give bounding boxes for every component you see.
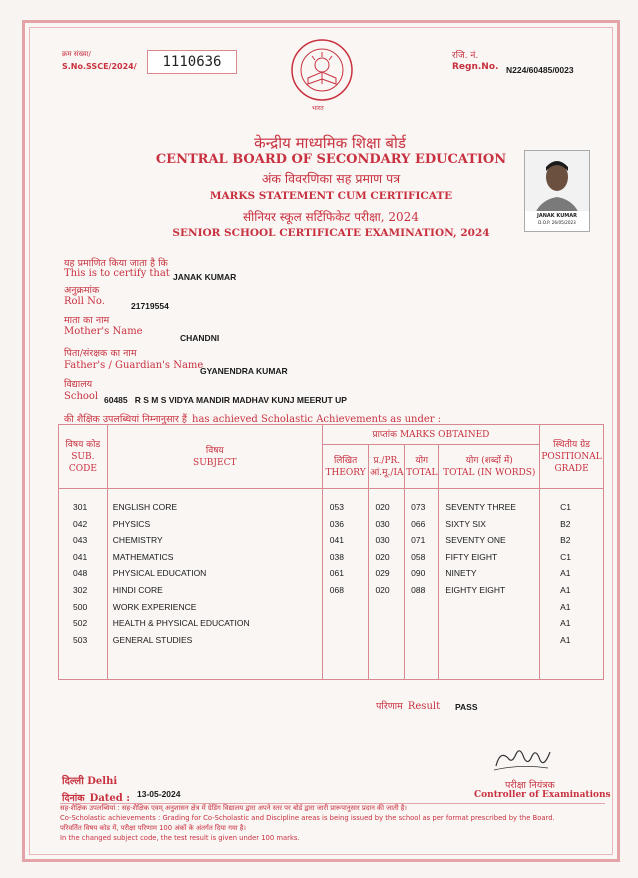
row-4-theory: 061	[329, 568, 344, 579]
exam-title-hi: सीनियर स्कूल सर्टिफिकेट परीक्षा, 2024	[243, 210, 419, 224]
regn-value: N224/60485/0023	[506, 65, 574, 75]
place-label: दिल्ली Delhi	[62, 776, 118, 787]
row-7-code: 502	[73, 618, 88, 629]
row-6-theory	[330, 599, 369, 616]
footer-notes	[60, 803, 610, 843]
row-7-total	[411, 615, 438, 632]
row-3-total: 058	[411, 551, 426, 562]
th-marks-hi: प्राप्तांक	[372, 429, 398, 440]
row-1-pr: 030	[375, 518, 390, 529]
row-8-code: 503	[73, 634, 88, 645]
row-7-theory	[330, 615, 369, 632]
row-8-pr	[375, 632, 404, 649]
photo-dob: D.O.P. 26/05/2023	[538, 220, 576, 225]
row-1-theory: 036	[329, 518, 344, 529]
row-5-subject: HINDI CORE	[112, 584, 163, 595]
note-4: In the changed subject code, the test result is given under 100 marks.	[60, 834, 300, 842]
school-label-hi: विद्यालय	[64, 379, 93, 390]
board-name-en: CENTRAL BOARD OF SECONDARY EDUCATION	[155, 152, 507, 167]
controller-label-en: Controller of Examinations	[474, 790, 611, 800]
student-name: JANAK KUMAR	[173, 272, 237, 282]
th-total-en: TOTAL	[406, 467, 438, 478]
th-total-hi: योग	[415, 455, 429, 466]
dated-value: 13-05-2024	[137, 789, 181, 799]
row-5-grade: A1	[560, 584, 571, 595]
row-0-total: 073	[411, 502, 426, 512]
th-grade-hi: स्थितीय ग्रेड	[553, 439, 590, 450]
row-1-subject: PHYSICS	[112, 518, 151, 529]
row-0-grade: C1	[560, 502, 572, 512]
exam-title-en: SENIOR SCHOOL CERTIFICATE EXAMINATION, 2024	[172, 227, 490, 239]
row-6-total	[411, 599, 438, 616]
th-theory	[322, 445, 369, 489]
father-name: GYANENDRA KUMAR	[200, 366, 288, 376]
row-8-grade: A1	[560, 634, 571, 645]
th-sub-code-hi: विषय कोड	[65, 439, 101, 450]
row-4-words: NINETY	[445, 568, 477, 579]
th-pr	[369, 445, 405, 489]
row-2-grade: B2	[560, 535, 571, 546]
row-4-grade: A1	[560, 568, 571, 579]
serial-label-en: S.No.SSCE/2024/	[62, 62, 137, 71]
th-theory-en: THEORY	[325, 467, 366, 478]
row-7-pr	[375, 615, 404, 632]
row-5-total: 088	[411, 584, 426, 595]
person-photo-icon	[525, 151, 589, 231]
note-3: परिवर्तित विषय कोड में, परीक्षा परिणाम 100 अंकों के अंतर्गत दिया गया है।	[60, 824, 246, 832]
mother-name: CHANDNI	[180, 333, 220, 343]
regn-label-hi: रजि. नं.	[452, 51, 479, 61]
row-2-total: 071	[411, 535, 426, 546]
dated-label-hi: दिनांक	[62, 793, 85, 804]
row-6-pr	[375, 599, 404, 616]
father-label-hi: पिता/संरक्षक का नाम	[64, 348, 137, 359]
th-grade	[540, 425, 604, 489]
row-2-code: 043	[73, 535, 88, 546]
row-8-total	[411, 632, 438, 649]
doc-title-en: MARKS STATEMENT CUM CERTIFICATE	[209, 190, 453, 202]
result-label-en: Result	[407, 701, 441, 712]
row-6-subject: WORK EXPERIENCE	[112, 601, 197, 612]
th-marks-en: MARKS OBTAINED	[399, 429, 490, 440]
row-0-theory: 053	[329, 502, 344, 512]
result-line	[376, 694, 440, 713]
logo-caption: भारत	[312, 105, 324, 112]
row-4-pr: 029	[375, 568, 390, 579]
th-total	[405, 445, 439, 489]
controller-label-hi: परीक्षा नियंत्रक	[505, 780, 555, 791]
col-total	[405, 489, 439, 680]
roll-number: 21719554	[131, 301, 169, 311]
row-5-theory: 068	[329, 584, 344, 595]
row-3-code: 041	[73, 551, 88, 562]
row-3-subject: MATHEMATICS	[112, 551, 174, 562]
row-0-pr: 020	[375, 502, 390, 512]
row-5-code: 302	[73, 584, 88, 595]
col-code	[59, 489, 108, 680]
row-8-subject: GENERAL STUDIES	[112, 634, 193, 645]
marks-table	[58, 424, 604, 680]
th-words-en: TOTAL (IN WORDS)	[443, 467, 536, 478]
row-4-total: 090	[411, 568, 426, 579]
th-subject-hi: विषय	[205, 445, 224, 456]
th-marks-obtained	[322, 425, 539, 445]
row-7-subject: HEALTH & PHYSICAL EDUCATION	[112, 618, 250, 629]
row-3-words: FIFTY EIGHT	[445, 551, 498, 562]
certify-label-en: This is to certify that	[64, 268, 170, 279]
school-name: 60485 R S M S VIDYA MANDIR MADHAV KUNJ MEERUT UP	[104, 395, 347, 405]
col-grade	[540, 489, 604, 680]
mother-label-hi: माता का नाम	[64, 315, 110, 326]
row-8-words	[445, 632, 539, 649]
th-sub-code	[59, 425, 108, 489]
col-subject	[107, 489, 322, 680]
row-3-grade: C1	[560, 551, 572, 562]
row-7-words	[445, 615, 539, 632]
note-1: सह-शैक्षिक उपलब्धियां : सह-शैक्षिक एवम् अनुशासन क्षेत्र में ग्रेडिंग विद्यालय द्वारा अपने स्तर पर बोर्ड द्वारा जारी प्रारूपानुसार प्रदान की जाती है।	[60, 804, 407, 812]
row-0-subject: ENGLISH CORE	[112, 502, 178, 512]
row-3-theory: 038	[329, 551, 344, 562]
signature-icon	[490, 742, 554, 776]
roll-label-en: Roll No.	[64, 296, 105, 307]
row-2-words: SEVENTY ONE	[445, 535, 506, 546]
note-2: Co-Scholastic achievements : Grading for Co-Scholastic and Discipline areas is being issued by the school as per format prescribed by the Board.	[60, 814, 555, 822]
student-photo	[524, 150, 590, 232]
serial-number: 1110636	[162, 54, 222, 70]
result-value: PASS	[455, 702, 478, 712]
col-pr	[369, 489, 405, 680]
board-name-hi: केन्द्रीय माध्यमिक शिक्षा बोर्ड	[254, 134, 406, 152]
row-5-words: EIGHTY EIGHT	[445, 584, 506, 595]
school-label-en: School	[64, 391, 99, 402]
result-label-hi: परिणाम	[376, 701, 403, 712]
th-sub-code-en: SUB. CODE	[68, 451, 97, 474]
row-4-subject: PHYSICAL EDUCATION	[112, 568, 207, 579]
th-words	[439, 445, 540, 489]
roll-label-hi: अनुक्रमांक	[64, 285, 100, 296]
row-6-grade: A1	[560, 601, 571, 612]
row-2-theory: 041	[329, 535, 344, 546]
row-1-grade: B2	[560, 518, 571, 529]
father-label-en: Father's / Guardian's Name	[64, 360, 204, 371]
row-1-code: 042	[73, 518, 88, 529]
row-6-code: 500	[73, 601, 88, 612]
row-0-code: 301	[73, 502, 88, 512]
achieved-label-hi: की शैक्षिक उपलब्धियां निम्नानुसार हैं	[64, 414, 187, 425]
dated-label-en: Dated :	[89, 793, 130, 804]
serial-label-hi: क्रम संख्या/	[62, 50, 91, 58]
cbse-logo-icon	[290, 38, 354, 102]
row-4-code: 048	[73, 568, 88, 579]
col-theory	[322, 489, 369, 680]
row-8-theory	[330, 632, 369, 649]
regn-label-en: Regn.No.	[452, 62, 499, 72]
row-5-pr: 020	[375, 584, 390, 595]
row-1-words: SIXTY SIX	[445, 518, 486, 529]
certify-label-hi: यह प्रमाणित किया जाता है कि	[64, 258, 168, 269]
th-subject	[107, 425, 322, 489]
th-theory-hi: लिखित	[333, 455, 358, 466]
photo-name: JANAK KUMAR	[537, 213, 577, 219]
row-1-total: 066	[411, 518, 426, 529]
col-words	[439, 489, 540, 680]
row-2-pr: 030	[375, 535, 390, 546]
th-grade-en: POSITIONAL GRADE	[541, 451, 602, 474]
row-7-grade: A1	[560, 618, 571, 629]
serial-number-box	[147, 50, 237, 74]
th-words-hi: योग (शब्दों में)	[465, 455, 513, 466]
achieved-label-en: has achieved Scholastic Achievements as under :	[192, 414, 442, 425]
th-subject-en: SUBJECT	[193, 457, 237, 468]
th-pr-hi: प्र./PR.	[373, 455, 401, 466]
row-2-subject: CHEMISTRY	[112, 535, 163, 546]
doc-title-hi: अंक विवरणिका सह प्रमाण पत्र	[261, 171, 401, 186]
row-6-words	[445, 599, 539, 616]
row-3-pr: 020	[375, 551, 390, 562]
mother-label-en: Mother's Name	[64, 326, 143, 337]
th-pr-en: आं.मू./IA	[370, 467, 404, 478]
row-0-words: SEVENTY THREE	[445, 502, 516, 512]
